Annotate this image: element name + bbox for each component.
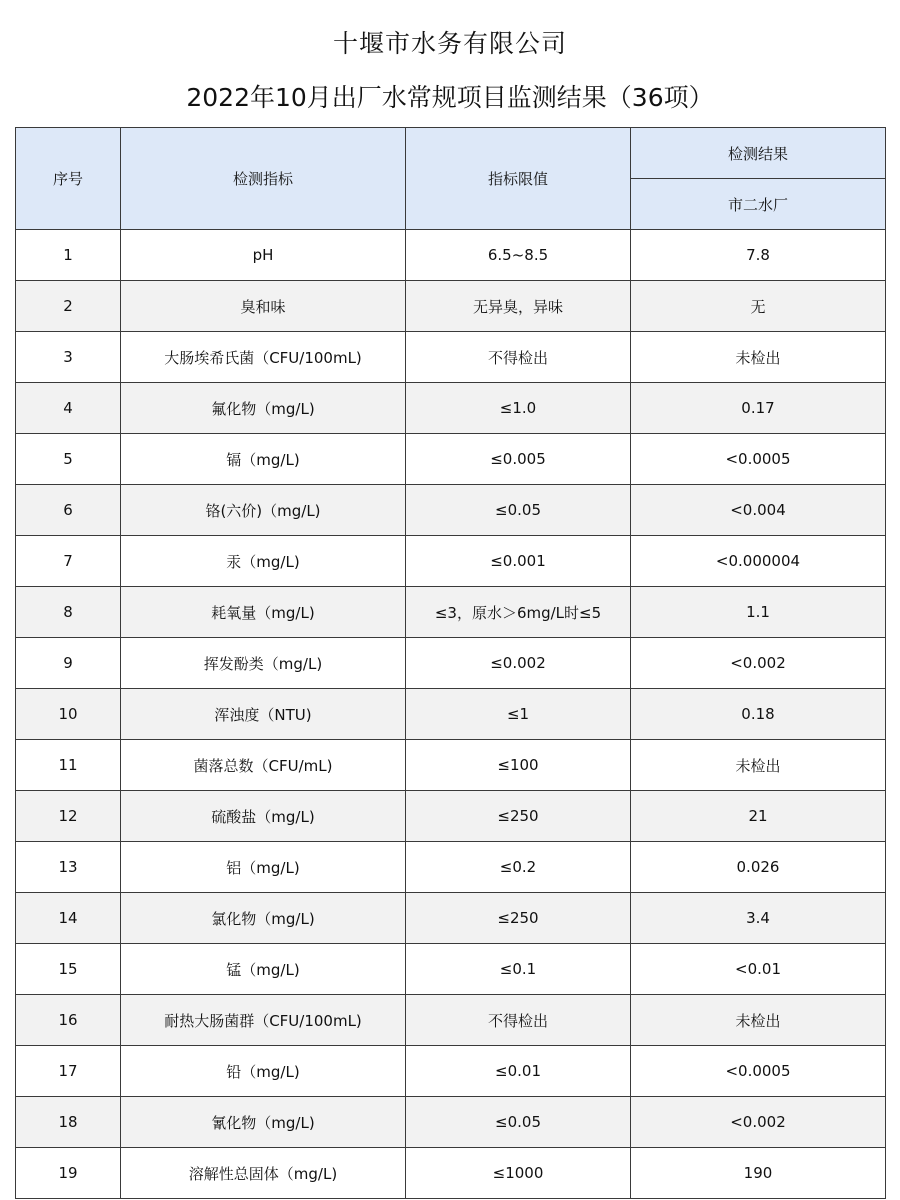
- cell-indicator: 大肠埃希氏菌（CFU/100mL): [121, 332, 406, 383]
- cell-indicator: 铝（mg/L): [121, 842, 406, 893]
- cell-index: 10: [16, 689, 121, 740]
- cell-indicator: 浑浊度（NTU): [121, 689, 406, 740]
- cell-limit: ≤0.005: [406, 434, 631, 485]
- cell-index: 17: [16, 1046, 121, 1097]
- cell-indicator: 氟化物（mg/L): [121, 383, 406, 434]
- cell-limit: 无异臭，异味: [406, 281, 631, 332]
- cell-indicator: 硫酸盐（mg/L): [121, 791, 406, 842]
- cell-indicator: pH: [121, 230, 406, 281]
- cell-index: 18: [16, 1097, 121, 1148]
- cell-indicator: 氯化物（mg/L): [121, 893, 406, 944]
- cell-index: 9: [16, 638, 121, 689]
- cell-index: 7: [16, 536, 121, 587]
- cell-limit: ≤0.001: [406, 536, 631, 587]
- report-title: 2022年10月出厂水常规项目监测结果（36项）: [186, 83, 714, 112]
- cell-result: <0.002: [631, 1097, 886, 1148]
- cell-result: 未检出: [631, 332, 886, 383]
- cell-result: 7.8: [631, 230, 886, 281]
- cell-index: 16: [16, 995, 121, 1046]
- cell-limit: ≤0.05: [406, 485, 631, 536]
- cell-index: 12: [16, 791, 121, 842]
- cell-result: 1.1: [631, 587, 886, 638]
- cell-result: 0.18: [631, 689, 886, 740]
- cell-index: 11: [16, 740, 121, 791]
- cell-indicator: 锰（mg/L): [121, 944, 406, 995]
- cell-limit: ≤1.0: [406, 383, 631, 434]
- cell-result: 无: [631, 281, 886, 332]
- table-row: [16, 332, 886, 383]
- cell-indicator: 溶解性总固体（mg/L): [121, 1148, 406, 1199]
- cell-result: 未检出: [631, 740, 886, 791]
- cell-result: <0.000004: [631, 536, 886, 587]
- cell-indicator: 汞（mg/L): [121, 536, 406, 587]
- cell-limit: 6.5~8.5: [406, 230, 631, 281]
- cell-limit: ≤0.2: [406, 842, 631, 893]
- cell-index: 13: [16, 842, 121, 893]
- table-row: [16, 281, 886, 332]
- table-row: [16, 689, 886, 740]
- cell-result: 0.026: [631, 842, 886, 893]
- cell-limit: ≤250: [406, 893, 631, 944]
- monitoring-results-table: [15, 127, 886, 1199]
- cell-indicator: 铬(六价)（mg/L): [121, 485, 406, 536]
- cell-index: 5: [16, 434, 121, 485]
- cell-limit: ≤250: [406, 791, 631, 842]
- cell-indicator: 挥发酚类（mg/L): [121, 638, 406, 689]
- cell-limit: 不得检出: [406, 332, 631, 383]
- table-row: [16, 995, 886, 1046]
- cell-index: 15: [16, 944, 121, 995]
- cell-index: 8: [16, 587, 121, 638]
- cell-result: 3.4: [631, 893, 886, 944]
- column-header-limit: 指标限值: [406, 128, 631, 230]
- table-header: [16, 128, 886, 230]
- table-row: [16, 1046, 886, 1097]
- company-title: 十堰市水务有限公司: [332, 29, 567, 58]
- cell-indicator: 铅（mg/L): [121, 1046, 406, 1097]
- cell-result: 21: [631, 791, 886, 842]
- table-row: [16, 791, 886, 842]
- cell-index: 1: [16, 230, 121, 281]
- cell-limit: ≤100: [406, 740, 631, 791]
- table-row: [16, 434, 886, 485]
- table-row: [16, 485, 886, 536]
- column-header-index: 序号: [16, 128, 121, 230]
- table-row: [16, 587, 886, 638]
- cell-indicator: 镉（mg/L): [121, 434, 406, 485]
- cell-limit: ≤3，原水＞6mg/L时≤5: [406, 587, 631, 638]
- table-row: [16, 536, 886, 587]
- column-header-result: 检测结果: [631, 128, 886, 179]
- cell-indicator: 菌落总数（CFU/mL): [121, 740, 406, 791]
- cell-limit: 不得检出: [406, 995, 631, 1046]
- table-row: [16, 383, 886, 434]
- cell-limit: ≤1000: [406, 1148, 631, 1199]
- cell-index: 4: [16, 383, 121, 434]
- cell-result: <0.01: [631, 944, 886, 995]
- cell-result: <0.0005: [631, 1046, 886, 1097]
- table-row: [16, 230, 886, 281]
- cell-indicator: 耐热大肠菌群（CFU/100mL): [121, 995, 406, 1046]
- table-row: [16, 740, 886, 791]
- table-row: [16, 638, 886, 689]
- table-row: [16, 842, 886, 893]
- table-row: [16, 1097, 886, 1148]
- cell-indicator: 耗氧量（mg/L): [121, 587, 406, 638]
- cell-limit: ≤1: [406, 689, 631, 740]
- table-row: [16, 944, 886, 995]
- cell-limit: ≤0.01: [406, 1046, 631, 1097]
- cell-result: <0.002: [631, 638, 886, 689]
- cell-result: 未检出: [631, 995, 886, 1046]
- cell-index: 19: [16, 1148, 121, 1199]
- cell-indicator: 氰化物（mg/L): [121, 1097, 406, 1148]
- cell-result: 190: [631, 1148, 886, 1199]
- table-row: [16, 893, 886, 944]
- column-header-plant: 市二水厂: [631, 179, 886, 230]
- cell-index: 3: [16, 332, 121, 383]
- cell-index: 2: [16, 281, 121, 332]
- cell-result: <0.0005: [631, 434, 886, 485]
- cell-limit: ≤0.002: [406, 638, 631, 689]
- cell-limit: ≤0.1: [406, 944, 631, 995]
- cell-result: 0.17: [631, 383, 886, 434]
- cell-limit: ≤0.05: [406, 1097, 631, 1148]
- table-body: [16, 230, 886, 1199]
- cell-index: 6: [16, 485, 121, 536]
- cell-index: 14: [16, 893, 121, 944]
- cell-result: <0.004: [631, 485, 886, 536]
- cell-indicator: 臭和味: [121, 281, 406, 332]
- column-header-indicator: 检测指标: [121, 128, 406, 230]
- table-row: [16, 1148, 886, 1199]
